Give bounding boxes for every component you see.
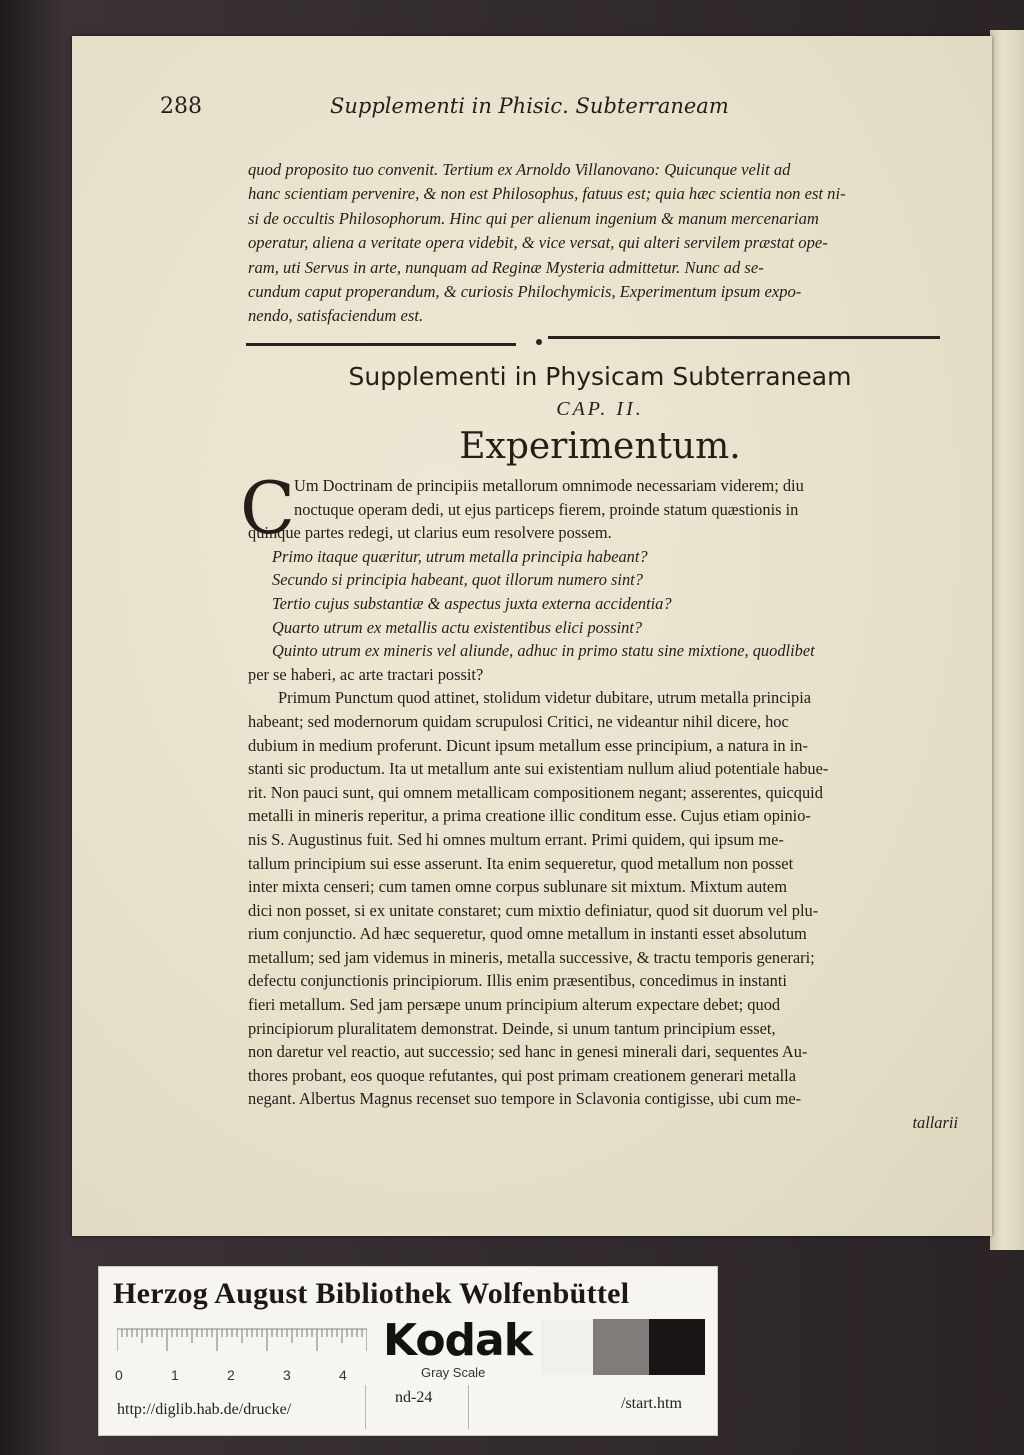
- text-line: operatur, aliena a veritate opera videbit, & vice versat, qui alteri servilem præstat ope-: [248, 233, 828, 253]
- text-line: defectu conjunctionis principiorum. Illis enim præsentibus, concedimus in instanti: [248, 971, 787, 991]
- text-line: rit. Non pauci sunt, qui omnem metallicam compositionem negant; asserentes, quicquid: [248, 782, 823, 802]
- text-line: per se haberi, ac arte tractari possit?: [248, 664, 484, 684]
- question-line: Tertio cujus substantiæ & aspectus juxta externa accidentia?: [272, 593, 672, 613]
- text-line: cundum caput properandum, & curiosis Philochymicis, Experimentum ipsum expo-: [248, 282, 802, 302]
- text-line: inter mixta censeri; cum tamen omne corpus sublunare sit mixtum. Mixtum autem: [248, 877, 787, 897]
- text-line: rium conjunctio. Ad hæc sequeretur, quod omne metallum in instanti esset absolutum: [248, 924, 807, 944]
- question-line: Quinto utrum ex mineris vel aliunde, adhuc in primo statu sine mixtione, quodlibet: [272, 641, 815, 661]
- shelf-code: nd-24: [395, 1389, 433, 1406]
- text-line: principiorum pluralitatem demonstrat. Deinde, si unum tantum principium esset,: [248, 1018, 776, 1038]
- text-line: quod proposito tuo convenit. Tertium ex Arnoldo Villanovano: Quicunque velit ad: [248, 160, 791, 179]
- running-head: [160, 90, 880, 124]
- continuation-text: [248, 158, 948, 329]
- library-target-card: [98, 1266, 718, 1436]
- text-line: quinque partes redegi, ut clarius eum resolvere possem.: [248, 523, 612, 543]
- ruler-label: 2: [227, 1367, 235, 1383]
- gray-scale-label: Gray Scale: [421, 1365, 486, 1380]
- url-prefix: http://diglib.hab.de/drucke/: [117, 1401, 292, 1418]
- text-line: nendo, satisfaciendum est.: [248, 306, 424, 326]
- text-line: non daretur vel reactio, aut successio; sed hanc in genesi minerali dari, sequentes Au-: [248, 1042, 808, 1062]
- text-line: Primum Punctum quod attinet, stolidum videtur dubitare, utrum metalla principia: [278, 688, 812, 708]
- kodak-logo: Kodak: [383, 1315, 532, 1366]
- text-line: nis S. Augustinus fuit. Sed hi omnes multum errant. Primi quidem, qui ipsum me-: [248, 829, 784, 849]
- question-line: Secundo si principia habeant, quot illorum numero sint?: [272, 570, 643, 590]
- ruler-label: 3: [283, 1367, 291, 1383]
- ruler-label: 4: [339, 1367, 347, 1383]
- text-line: si de occultis Philosophorum. Hinc qui per alienum ingenium & manum mercenariam: [248, 208, 819, 228]
- text-line: tallum principium sui esse asserunt. Ita enim sequeretur, quod metallum non posset: [248, 853, 794, 873]
- text-line: metallum; sed jam videmus in mineris, metalla successive, & tractu temporis generari;: [248, 947, 815, 967]
- page-number: 288: [160, 94, 202, 119]
- text-line: Um Doctrinam de principiis metallorum omnimode necessariam viderem; diu: [294, 476, 804, 495]
- text-line: ram, uti Servus in arte, nunquam ad Reginæ Mysteria admittetur. Nunc ad se-: [248, 257, 764, 277]
- gray-swatch-light: [541, 1319, 593, 1375]
- text-line: hanc scientiam pervenire, & non est Philosophus, fatuus est; quia hæc scientia non est ni-: [248, 184, 846, 204]
- question-line: Primo itaque quæritur, utrum metalla principia habeant?: [272, 546, 648, 566]
- ruler-label: 1: [171, 1367, 179, 1383]
- text-line: metalli in mineris reperitur, a prima creatione illic conditum esse. Cujus etiam opinio-: [248, 806, 811, 826]
- chapter-number: CAP. II.: [556, 398, 644, 420]
- question-line: Quarto utrum ex metallis actu existentibus elici possint?: [272, 617, 643, 637]
- text-line: thores probant, eos quoque refutantes, qui post primam creationem generari metalla: [248, 1065, 796, 1085]
- library-name: Herzog August Bibliothek Wolfenbüttel: [113, 1277, 630, 1310]
- measurement-ruler: [117, 1325, 367, 1355]
- text-line: negant. Albertus Magnus recenset suo tempore in Sclavonia contigisse, ubi cum me-: [248, 1089, 802, 1109]
- divider-rule-left: [246, 343, 516, 346]
- gray-swatch-dark: [649, 1319, 705, 1375]
- body-text: [248, 474, 958, 1135]
- text-line: stanti sic productum. Ita ut metallum ante sui existentiam nullum aliud potentiale habue-: [248, 759, 829, 779]
- text-line: fieri metallum. Sed jam persæpe unum principium alterum expectare debet; quod: [248, 995, 781, 1015]
- catchword: tallarii: [912, 1113, 958, 1133]
- ruler-label: 0: [115, 1367, 123, 1383]
- text-line: habeant; sed modernorum quidam scrupulosi Critici, ne videantur nihil dicere, hoc: [248, 711, 789, 731]
- section-heading: Experimentum.: [459, 426, 741, 467]
- gray-swatch-mid: [593, 1319, 649, 1375]
- drop-cap: C: [240, 466, 296, 550]
- divider-dot: [536, 339, 542, 345]
- divider-rule-right: [548, 336, 940, 339]
- url-suffix: /start.htm: [621, 1395, 682, 1412]
- chapter-title: Supplementi in Physicam Subterraneam: [348, 362, 852, 391]
- text-line: dici non posset, si ex unitate constaret; cum mixtio definiatur, quod sit duorum vel plu-: [248, 900, 819, 920]
- text-line: noctuque operam dedi, ut ejus particeps fierem, proinde statum quæstionis in: [294, 499, 799, 519]
- text-line: dubium in medium proferunt. Dicunt ipsum metallum esse principium, a natura in in-: [248, 735, 808, 755]
- running-title: Supplementi in Phisic. Subterraneam: [330, 94, 729, 118]
- ruler-labels: [115, 1367, 375, 1387]
